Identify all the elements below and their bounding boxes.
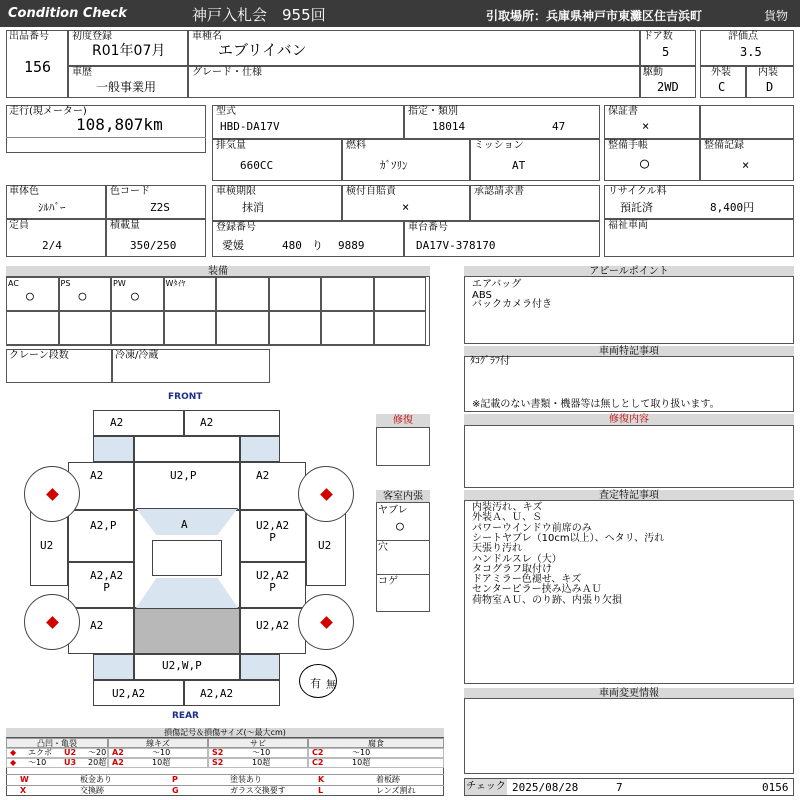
designation-label: 指定・類別 xyxy=(408,106,458,117)
legend-text: 10超 xyxy=(352,758,371,767)
fuel: ｶﾞｿﾘﾝ xyxy=(380,159,408,172)
front-door-left xyxy=(68,510,134,562)
plate-prefecture: 愛媛 xyxy=(222,239,244,252)
rear-door-left-mark: A2,A2 P xyxy=(90,569,124,594)
drive-label: 駆動 xyxy=(643,67,663,78)
assessment-line: 天張り汚れ xyxy=(472,543,522,555)
roof-mark: A xyxy=(181,518,188,531)
plate-class: 480 xyxy=(282,239,302,252)
type: HBD-DA17V xyxy=(220,120,280,133)
mileage-divider xyxy=(6,137,206,138)
legend-text: 10超 xyxy=(252,758,271,767)
self-inspection-label: 検付自賠責 xyxy=(346,186,396,197)
history-label: 車歴 xyxy=(72,67,92,78)
assessment-line: ハンドルスレ（大） xyxy=(472,553,562,565)
interior-grade: D xyxy=(766,80,774,94)
cabin-hole-label: 穴 xyxy=(378,542,388,553)
legend-other-code: X xyxy=(20,786,27,795)
change-info-panel xyxy=(464,688,794,774)
repair-label: 修復 xyxy=(376,414,430,428)
damage-diamond-icon xyxy=(46,616,59,629)
legend-code: ◆ xyxy=(10,758,17,767)
legend-text: 〜10 xyxy=(28,758,47,767)
damage-diamond-icon xyxy=(320,616,333,629)
check-number: 7 xyxy=(616,781,623,794)
headlight-right xyxy=(240,436,280,462)
front-door-right-mark: U2,A2 P xyxy=(256,519,290,544)
plate-kana: り xyxy=(312,239,323,252)
color-code-label: 色コード xyxy=(110,186,150,197)
legend-text: 10超 xyxy=(152,758,171,767)
capacity: 2/4 xyxy=(42,239,62,252)
legend-text: 〜10 xyxy=(252,748,271,757)
legend-group-title: 凸凹・亀裂 xyxy=(6,738,108,748)
legend-other-text: 塗装あり xyxy=(230,775,262,784)
legend-row xyxy=(308,748,444,758)
interior-label: 内装 xyxy=(758,67,778,78)
model-label: 車種名 xyxy=(192,31,222,42)
assessment-line: パワーウインドウ前席のみ xyxy=(472,522,592,534)
equipment-item-label: PS xyxy=(60,279,71,288)
record-label: 整備記録 xyxy=(704,140,744,151)
fender-left-mark: A2 xyxy=(90,469,104,482)
front-bumper-left xyxy=(93,410,184,436)
legend-other-code: P xyxy=(172,775,178,784)
legend-other-code: L xyxy=(318,786,324,795)
model-name: エブリイバン xyxy=(218,41,307,59)
legend-other-text: ガラス交換要す xyxy=(230,786,286,795)
cabin-burn-label: コゲ xyxy=(378,576,398,587)
doors-label: ドア数 xyxy=(643,31,673,42)
equipment-cell xyxy=(59,311,112,345)
legend-title: 損傷記号＆損傷サイズ(〜最大cm) xyxy=(6,728,444,738)
fender-right xyxy=(240,462,306,510)
legend-code: ◆ xyxy=(10,748,17,757)
equipment-item-label: Wﾀｲﾔ xyxy=(165,279,186,288)
color-code: Z2S xyxy=(150,201,170,214)
spare-tire-yes: 有 xyxy=(310,677,321,690)
legend-other-text: レンズ割れ xyxy=(376,786,416,795)
body-color: ｼﾙﾊﾞｰ xyxy=(38,201,66,214)
legend-text: エクボ xyxy=(28,748,52,757)
equipment-cell xyxy=(321,277,374,311)
legend-other-code: K xyxy=(318,775,325,784)
plate-label: 登録番号 xyxy=(216,222,256,233)
load-label: 積載量 xyxy=(110,220,140,231)
equipment-item-label: PW xyxy=(113,279,126,288)
assessment-line: タコグラフ取付け xyxy=(472,563,552,575)
front-bumper-right-mark: A2 xyxy=(200,416,214,429)
change-info-title: 車両変更情報 xyxy=(464,688,794,699)
recycle-status: 預託済 xyxy=(620,201,653,214)
legend-other-code: W xyxy=(20,775,29,784)
assessment-line: ドアミラー色褪せ、キズ xyxy=(472,574,582,586)
assessment-title: 査定特記事項 xyxy=(464,490,794,501)
cabin-divider-1 xyxy=(376,540,430,541)
chassis: DA17V-378170 xyxy=(416,239,496,252)
mission: AT xyxy=(512,159,526,172)
equipment-item-mark: ○ xyxy=(78,289,87,304)
quarter-right-mark: U2,A2 xyxy=(256,619,290,632)
score-label: 評価点 xyxy=(728,31,758,42)
side-right-mark: U2 xyxy=(318,539,332,552)
equipment-cell xyxy=(374,277,427,311)
legend-code: U2 xyxy=(64,748,77,757)
grille xyxy=(134,436,240,462)
welfare-label: 福祉車両 xyxy=(608,220,648,231)
equipment-cell xyxy=(111,311,164,345)
equipment-cell xyxy=(269,311,322,345)
assessment-line: 荷物室ＡＵ、のり跡、内張り欠損 xyxy=(472,594,622,606)
assessment-line: シートヤブレ（10cm以上）、ヘタリ、汚れ xyxy=(472,532,665,544)
inspection: 抹消 xyxy=(242,201,264,214)
appeal-line-1: エアバッグ xyxy=(472,279,522,290)
chassis-label: 車台番号 xyxy=(408,222,448,233)
cabin-tear-label: ヤブレ xyxy=(378,505,408,516)
recycle-label: リサイクル料 xyxy=(608,186,667,197)
score: 3.5 xyxy=(740,45,762,59)
equipment-cell xyxy=(6,311,59,345)
legend-text: 〜10 xyxy=(152,748,171,757)
damage-diamond-icon xyxy=(320,488,333,501)
category-number: 47 xyxy=(552,120,566,133)
first-registration: R01年07月 xyxy=(92,43,166,59)
doors: 5 xyxy=(662,45,670,59)
vehicle-category: 貨物 xyxy=(764,9,789,23)
legend-text: 〜10 xyxy=(352,748,371,757)
lot-number: 156 xyxy=(24,58,52,76)
cabin-label: 客室内張 xyxy=(376,490,430,503)
rear-bumper-right-mark: A2,A2 xyxy=(200,687,234,700)
grade-label: グレード・仕様 xyxy=(192,67,262,78)
history: 一般事業用 xyxy=(96,80,157,94)
repair-contents-title: 修復内容 xyxy=(464,414,794,426)
legend-text: 20超 xyxy=(88,758,107,767)
fuel-label: 燃料 xyxy=(346,140,366,151)
maintenance: ○ xyxy=(640,154,650,172)
warranty: × xyxy=(642,119,650,133)
wheel-icon xyxy=(24,594,80,650)
pickup-location: 引取場所：兵庫県神戸市東灘区住吉浜町 xyxy=(486,9,703,23)
legend-code: S2 xyxy=(212,748,224,757)
roof xyxy=(152,540,222,576)
legend-other-text: 板金あり xyxy=(80,775,112,784)
equipment-item-mark: ○ xyxy=(131,289,139,304)
fender-right-mark: A2 xyxy=(256,469,270,482)
legend-code: C2 xyxy=(312,748,324,757)
type-label: 型式 xyxy=(216,106,236,117)
legend-text: 〜20 xyxy=(88,748,107,757)
quarter-left-mark: A2 xyxy=(90,619,104,632)
displacement-label: 排気量 xyxy=(216,140,246,151)
wheel-icon xyxy=(298,594,354,650)
equipment-cell xyxy=(164,311,217,345)
equipment-title: 装備 xyxy=(6,266,430,277)
legend-other-text: 着板跡 xyxy=(376,775,400,784)
appeal-line-3: バックカメラ付き xyxy=(472,299,552,310)
special-note: ※記載のない書類・機器等は無しとして取り扱います。 xyxy=(472,399,720,410)
mileage: 108,807km xyxy=(76,115,163,134)
mission-label: ミッション xyxy=(474,140,524,151)
front-bumper-left-mark: A2 xyxy=(110,416,124,429)
record: × xyxy=(742,158,750,172)
drive: 2WD xyxy=(657,80,679,94)
equipment-item-mark: ○ xyxy=(26,289,34,304)
inspection-label: 車検期限 xyxy=(216,186,256,197)
app-title: Condition Check xyxy=(8,6,127,21)
self-inspection: × xyxy=(402,200,410,214)
equipment-cell xyxy=(321,311,374,345)
warranty-label: 保証書 xyxy=(608,106,638,117)
hood-mark: U2,P xyxy=(170,469,197,482)
legend-code: S2 xyxy=(212,758,224,767)
damage-diamond-icon xyxy=(46,488,59,501)
assessment-line: 外装Ａ、Ｕ、Ｓ xyxy=(472,512,542,524)
special-title: 車両特記事項 xyxy=(464,346,794,357)
rear-bumper-left-mark: U2,A2 xyxy=(112,687,146,700)
assessment-line: 内装汚れ、キズ xyxy=(472,502,543,513)
capacity-label: 定員 xyxy=(9,220,29,231)
displacement: 660CC xyxy=(240,159,274,172)
legend-other-code: G xyxy=(172,786,179,795)
special-line-1: ﾀｺｸﾞﾗﾌ付 xyxy=(470,356,510,367)
wheel-icon xyxy=(24,466,80,522)
taillight-left xyxy=(93,654,134,680)
equipment-cell xyxy=(374,311,427,345)
equipment-cell xyxy=(216,311,269,345)
check-label: チェック xyxy=(465,779,507,795)
designation: 18014 xyxy=(432,120,466,133)
crane-label: クレーン段数 xyxy=(9,350,69,361)
exterior-label: 外装 xyxy=(711,67,731,78)
legend-code: A2 xyxy=(112,758,124,767)
check-code: 0156 xyxy=(762,781,789,794)
check-date: 2025/08/28 xyxy=(512,781,579,794)
taillight-right xyxy=(240,654,280,680)
legend-group-title: 腐食 xyxy=(308,738,444,748)
legend-group-title: サビ xyxy=(208,738,308,748)
front-bumper-right xyxy=(184,410,280,436)
cabin-tear-mark: ○ xyxy=(396,519,404,534)
approval-label: 承認請求書 xyxy=(474,186,524,197)
side-left-mark: U2 xyxy=(40,539,54,552)
plate-number: 9889 xyxy=(338,239,365,252)
load: 350/250 xyxy=(130,239,177,252)
legend-group-title: 線キズ xyxy=(108,738,208,748)
headlight-left xyxy=(93,436,134,462)
appeal-line-2: ABS xyxy=(472,290,492,301)
legend-code: C2 xyxy=(312,758,324,767)
warranty-blank xyxy=(700,105,794,139)
rear-door-right-mark: U2,A2 P xyxy=(256,569,290,594)
assessment-line: センターピラー挟み込みＡＵ xyxy=(472,584,602,596)
mileage-label: 走行(現メーター) xyxy=(9,106,87,117)
equipment-cell xyxy=(269,277,322,311)
lot-label: 出品番号 xyxy=(9,31,49,42)
equipment-cell xyxy=(216,277,269,311)
spare-tire-none: 無 xyxy=(326,680,336,691)
cargo-floor xyxy=(134,608,240,654)
exterior-grade: C xyxy=(718,80,726,94)
front-label: FRONT xyxy=(168,392,203,402)
back-door-mark: U2,W,P xyxy=(162,659,202,672)
header-bar xyxy=(0,0,800,27)
equipment-item-label: AC xyxy=(8,279,19,288)
legend-code: U3 xyxy=(64,758,77,767)
front-door-left-mark: A2,P xyxy=(90,519,117,532)
rear-label: REAR xyxy=(172,711,199,721)
legend-code: A2 xyxy=(112,748,124,757)
legend-other-text: 交換跡 xyxy=(80,786,104,795)
fridge-label: 冷凍/冷蔵 xyxy=(115,350,159,361)
color-label: 車体色 xyxy=(9,186,39,197)
wheel-icon xyxy=(298,466,354,522)
legend-row xyxy=(308,758,444,768)
appeal-title: アピールポイント xyxy=(464,266,794,277)
cabin-divider-2 xyxy=(376,574,430,575)
auction-name: 神戸入札会 955回 xyxy=(192,6,326,24)
reg-label: 初度登録 xyxy=(72,31,112,42)
maintenance-label: 整備手帳 xyxy=(608,140,648,151)
recycle-fee: 8,400円 xyxy=(710,201,755,214)
